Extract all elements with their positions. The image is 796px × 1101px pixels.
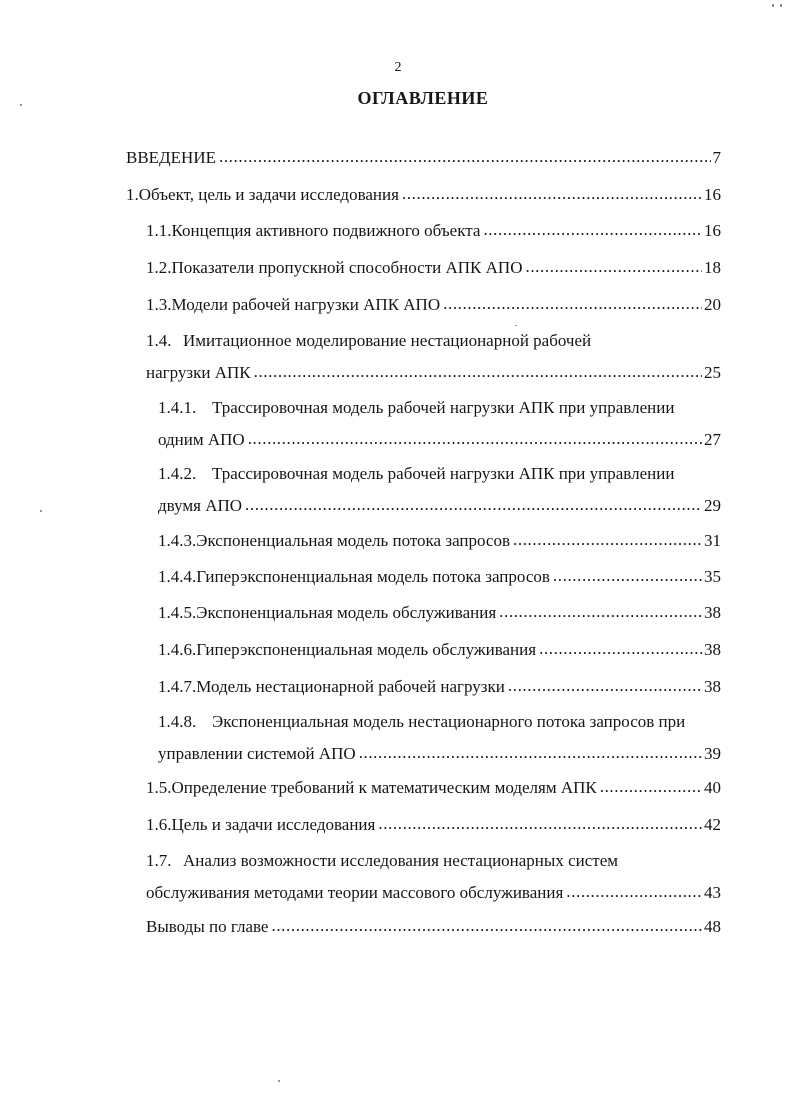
toc-entry-1-2[interactable] bbox=[146, 258, 721, 278]
toc-entry-page: 16 bbox=[704, 185, 721, 204]
toc-entry-number: 1.4.3. bbox=[158, 531, 197, 550]
toc-entry-page: 43 bbox=[704, 883, 721, 902]
toc-entry-text: Показатели пропускной способности АПК АПО bbox=[171, 258, 523, 277]
toc-entry-1-4-1[interactable] bbox=[158, 398, 721, 450]
toc-entry-number: 1.4.6. bbox=[158, 640, 197, 659]
toc-entry-text-continued: нагрузки АПК bbox=[146, 363, 251, 382]
toc-entry-number: 1.7. bbox=[146, 851, 172, 870]
toc-entry-number: 1.4.8. bbox=[158, 712, 197, 731]
toc-entry-text: Гиперэкспоненциальная модель потока запросов bbox=[196, 567, 550, 586]
toc-entry-page: 25 bbox=[704, 363, 721, 382]
toc-entry-number: 1. bbox=[126, 185, 139, 204]
toc-entry-introduction[interactable] bbox=[126, 148, 721, 168]
toc-entry-text-continued: управлении системой АПО bbox=[158, 744, 356, 763]
dot-leader bbox=[271, 916, 702, 936]
page-number: 2 bbox=[394, 60, 402, 75]
dot-leader bbox=[219, 147, 711, 167]
toc-entry-text: Трассировочная модель рабочей нагрузки АПК при управлении bbox=[212, 398, 675, 417]
toc-entry-text: Трассировочная модель рабочей нагрузки АПК при управлении bbox=[212, 464, 675, 483]
toc-entry-text: Экспоненциальная модель обслуживания bbox=[196, 603, 497, 622]
scan-speck bbox=[515, 325, 517, 326]
toc-entry-number: 1.4.1. bbox=[158, 398, 197, 417]
toc-entry-1-4-4[interactable] bbox=[158, 567, 721, 587]
toc-entry-1-3[interactable] bbox=[146, 295, 721, 315]
toc-entry-text: Гиперэкспоненциальная модель обслуживания bbox=[196, 640, 537, 659]
dot-leader bbox=[513, 530, 702, 550]
toc-entry-1-4-6[interactable] bbox=[158, 640, 721, 660]
scan-speck bbox=[40, 510, 42, 512]
toc-entry-text: Цель и задачи исследования bbox=[171, 815, 376, 834]
toc-entry-page: 18 bbox=[704, 258, 721, 277]
toc-entry-page: 16 bbox=[704, 221, 721, 240]
dot-leader bbox=[359, 743, 702, 763]
toc-entry-page: 20 bbox=[704, 295, 721, 314]
toc-title: ОГЛАВЛЕНИЕ bbox=[357, 88, 489, 108]
toc-entry-page: 42 bbox=[704, 815, 721, 834]
toc-entry-text-continued: двумя АПО bbox=[158, 496, 243, 515]
toc-entry-text: Определение требований к математическим моделям АПК bbox=[171, 778, 597, 797]
dot-leader bbox=[245, 495, 702, 515]
dot-leader bbox=[402, 184, 702, 204]
toc-entry-1-4-3[interactable] bbox=[158, 531, 721, 551]
toc-entry-text: Выводы по главе bbox=[146, 917, 269, 936]
toc-entry-page: 48 bbox=[704, 917, 721, 936]
dot-leader bbox=[248, 429, 702, 449]
toc-entry-1-1[interactable] bbox=[146, 221, 721, 241]
toc-entry-number: 1.4.2. bbox=[158, 464, 197, 483]
toc-entry-text: Модели рабочей нагрузки АПК АПО bbox=[171, 295, 441, 314]
toc-entry-1-6[interactable] bbox=[146, 815, 721, 835]
toc-entry-page: 31 bbox=[704, 531, 721, 550]
dot-leader bbox=[600, 777, 702, 797]
toc-entry-1-7[interactable] bbox=[146, 851, 721, 903]
toc-entry-number: 1.4.5. bbox=[158, 603, 197, 622]
toc-entry-text: ВВЕДЕНИЕ bbox=[126, 148, 216, 167]
toc-entry-number: 1.3. bbox=[146, 295, 172, 314]
toc-entry-text-continued: обслуживания методами теории массового обслуживания bbox=[146, 883, 564, 902]
dot-leader bbox=[553, 566, 702, 586]
toc-entry-page: 40 bbox=[704, 778, 721, 797]
toc-entry-number: 1.4.7. bbox=[158, 677, 197, 696]
toc-entry-text: Концепция активного подвижного объекта bbox=[171, 221, 481, 240]
dot-leader bbox=[539, 639, 702, 659]
toc-entry-number: 1.2. bbox=[146, 258, 172, 277]
dot-leader bbox=[508, 676, 702, 696]
scan-speck bbox=[20, 104, 22, 106]
dot-leader bbox=[499, 602, 702, 622]
toc-entry-number: 1.4.4. bbox=[158, 567, 197, 586]
toc-entry-text: Имитационное моделирование нестационарной рабочей bbox=[183, 331, 592, 350]
toc-entry-page: 38 bbox=[704, 640, 721, 659]
toc-entry-page: 35 bbox=[704, 567, 721, 586]
scan-speck bbox=[278, 1080, 280, 1082]
toc-entry-page: 29 bbox=[704, 496, 721, 515]
toc-entry-1-5[interactable] bbox=[146, 778, 721, 798]
toc-entry-page: 27 bbox=[704, 430, 721, 449]
toc-entry-number: 1.1. bbox=[146, 221, 172, 240]
dot-leader bbox=[378, 814, 702, 834]
toc-entry-1-4-8[interactable] bbox=[158, 712, 721, 764]
toc-entry-text: Объект, цель и задачи исследования bbox=[138, 185, 399, 204]
toc-entry-1-4-5[interactable] bbox=[158, 603, 721, 623]
toc-entry-1-4-2[interactable] bbox=[158, 464, 721, 516]
dot-leader bbox=[254, 362, 702, 382]
dot-leader bbox=[483, 220, 702, 240]
toc-entry-chapter-1[interactable] bbox=[126, 185, 721, 205]
toc-entry-text: Модель нестационарной рабочей нагрузки bbox=[196, 677, 505, 696]
toc-entry-page: 38 bbox=[704, 603, 721, 622]
scan-speck bbox=[772, 4, 774, 7]
dot-leader bbox=[566, 882, 702, 902]
toc-entry-page: 38 bbox=[704, 677, 721, 696]
toc-entry-chapter-summary[interactable] bbox=[146, 917, 721, 937]
dot-leader bbox=[525, 257, 702, 277]
toc-entry-text: Экспоненциальная модель потока запросов bbox=[196, 531, 510, 550]
toc-entry-number: 1.5. bbox=[146, 778, 172, 797]
toc-entry-page: 39 bbox=[704, 744, 721, 763]
toc-entry-1-4[interactable] bbox=[146, 331, 721, 383]
toc-entry-number: 1.6. bbox=[146, 815, 172, 834]
scan-speck bbox=[780, 4, 782, 7]
toc-entry-number: 1.4. bbox=[146, 331, 172, 350]
dot-leader bbox=[443, 294, 702, 314]
toc-entry-text-continued: одним АПО bbox=[158, 430, 245, 449]
toc-entry-page: 7 bbox=[712, 148, 721, 167]
toc-entry-text: Анализ возможности исследования нестационарных систем bbox=[183, 851, 619, 870]
toc-entry-1-4-7[interactable] bbox=[158, 677, 721, 697]
toc-entry-text: Экспоненциальная модель нестационарного потока запросов при bbox=[212, 712, 686, 731]
